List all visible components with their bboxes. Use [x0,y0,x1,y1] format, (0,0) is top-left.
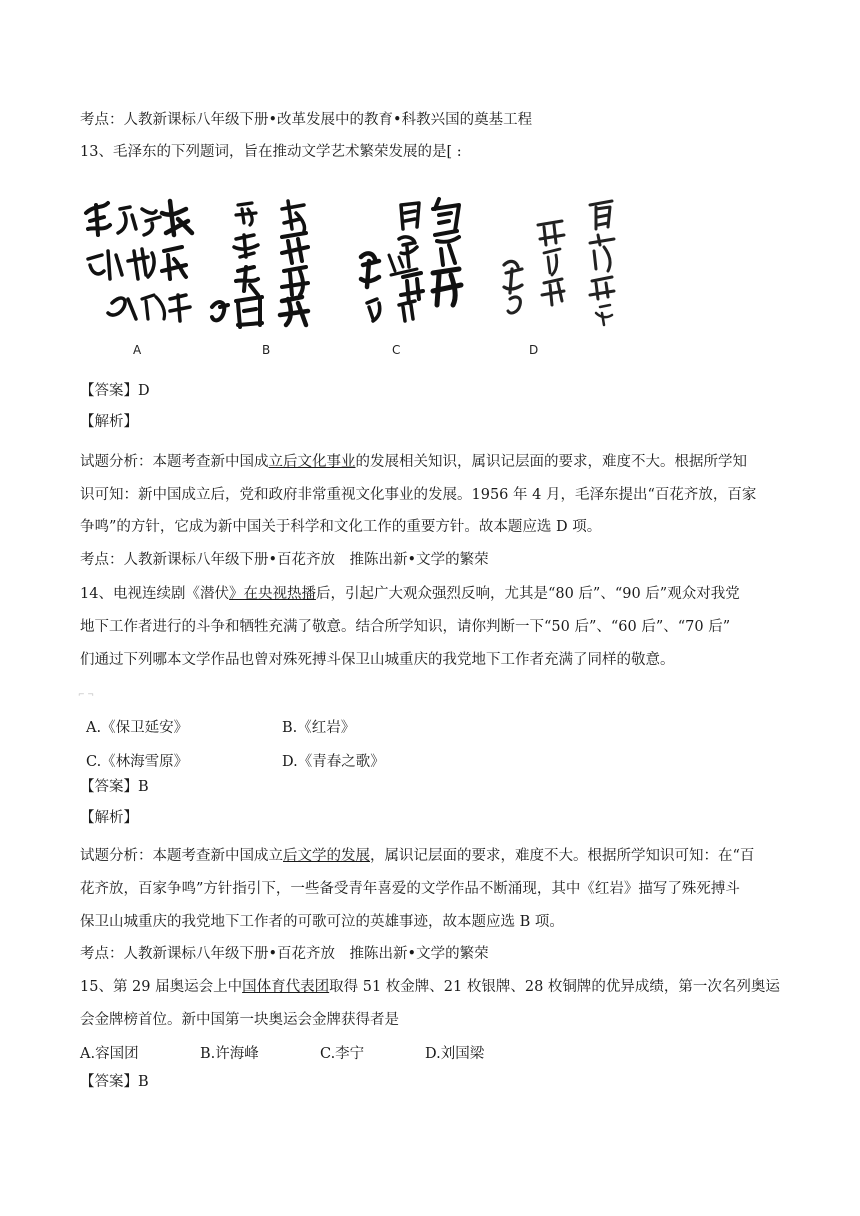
q14-option-c: C.《林海雪原》 [86,754,189,770]
q14-analysis-line3: 保卫山城重庆的我党地下工作者的可歌可泣的英雄事迹，故本题应选 B 项。 [80,914,564,930]
q14-option-a: A.《保卫延安》 [86,720,189,736]
q13-answer: 【答案】D [80,383,150,399]
calligraphy-label-d: D [529,343,539,357]
q15-stem-line1: 15、第 29 届奥运会上中国体育代表团取得 51 枚金牌、21 枚银牌、28 枚铜牌的优异成绩，第一次名列奥运 [80,979,780,995]
q14-answer: 【答案】B [80,779,149,795]
q12-kaodian: 考点：人教新课标八年级下册•改革发展中的教育•科教兴国的奠基工程 [80,112,533,128]
q14-analysis-line2: 花齐放，百家争鸣”方针指引下，一些备受青年喜爱的文学作品不断涌现，其中《红岩》描写了殊死搏斗 [80,881,740,897]
q13-analysis-line3: 争鸣”的方针，它成为新中国关于科学和文化工作的重要方针。故本题应选 D 项。 [80,519,602,535]
q13-kaodian: 考点：人教新课标八年级下册•百花齐放 推陈出新•文学的繁荣 [80,552,489,568]
calligraphy-label-a: A [133,343,142,357]
q14-stem-line2: 地下工作者进行的斗争和牺牲充满了敬意。结合所学知识，请你判断一下“50 后”、“60 后”、“70 后” [80,619,731,635]
q14-option-b: B.《红岩》 [282,720,356,736]
q14-jiexi-label: 【解析】 [80,810,138,826]
q14-kaodian: 考点：人教新课标八年级下册•百花齐放 推陈出新•文学的繁荣 [80,946,489,962]
q15-option-a: A.容国团 [80,1046,139,1062]
corner-ticks: ⌐ ¬ [78,690,94,699]
q13-analysis-line2: 识可知：新中国成立后，党和政府非常重视文化事业的发展。1956 年 4 月，毛泽东提出“百花齐放，百家 [80,487,757,503]
q14-stem-line1: 14、电视连续剧《潜伏》在央视热播后，引起广大观众强烈反响，尤其是“80 后”、“90 后”观众对我党 [80,586,740,602]
q14-analysis-line1: 试题分析：本题考查新中国成立后文学的发展，属识记层面的要求，难度不大。根据所学知识可知：在“百 [80,848,755,864]
calligraphy-image-c [355,195,473,335]
calligraphy-image-b [208,195,324,335]
q13-stem: 13、毛泽东的下列题词，旨在推动文学艺术繁荣发展的是[ : [80,144,462,160]
q14-option-d: D.《青春之歌》 [282,754,385,770]
q13-jiexi-label: 【解析】 [80,414,138,430]
calligraphy-image-d [500,195,620,335]
q13-analysis-line1: 试题分析：本题考查新中国成立后文化事业的发展相关知识，属识记层面的要求，难度不大。根据所学知 [80,454,747,470]
calligraphy-label-b: B [262,343,271,357]
q15-stem-line2: 会金牌榜首位。新中国第一块奥运会金牌获得者是 [80,1012,399,1028]
q15-option-b: B.许海峰 [200,1046,259,1062]
q15-option-d: D.刘国梁 [425,1046,485,1062]
calligraphy-image-a [82,195,200,335]
q15-answer: 【答案】B [80,1074,149,1090]
calligraphy-label-c: C [392,343,401,357]
q14-stem-line3: 们通过下列哪本文学作品也曾对殊死搏斗保卫山城重庆的我党地下工作者充满了同样的敬意。 [80,652,675,668]
q15-option-c: C.李宁 [320,1046,365,1062]
